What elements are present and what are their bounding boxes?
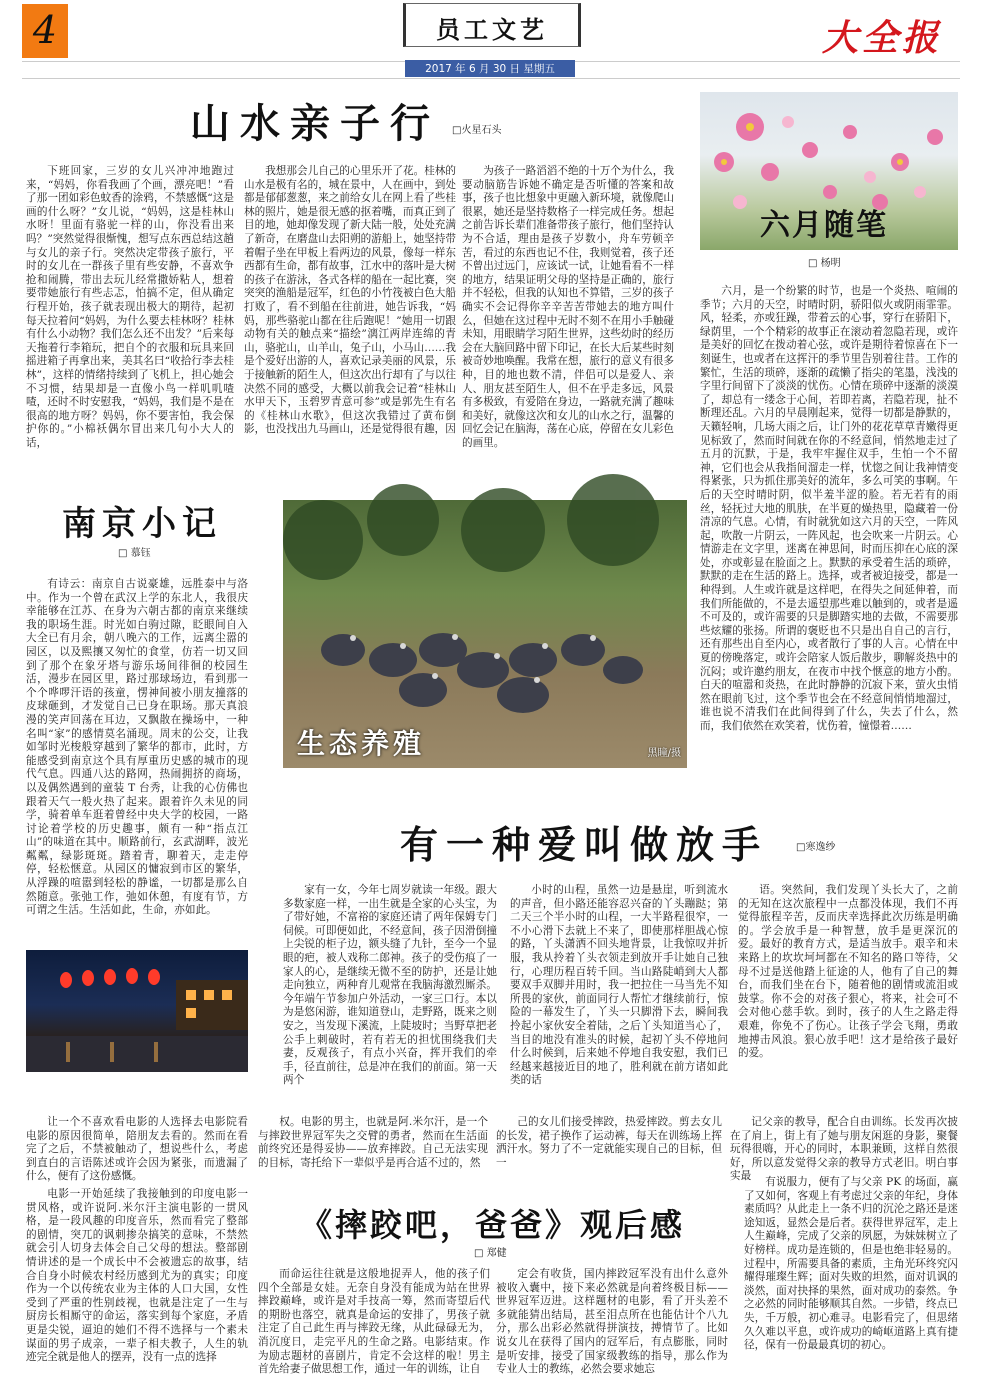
page-number: 4 — [32, 8, 58, 52]
liuyue-text: 六月，是一个纷繁的时节，也是一个炎热、喧闹的季节；六月的天空，时晴时阴，骄阳似火或阴雨霏霏。风，轻柔，亦或狂躁，带着云的心事，穿行在骄阳下，绿荫里，一个个精彩的故事正在滚动着忽隐若现，或许是美好的回忆在拨动着心弦，或许是期待着惊喜在下一刻诞生，也或者在这挥汗的季节里告别着往昔。工作的繁忙，生活的琐碎，逐渐的疏懒了指尖的笔墨，浅浅的字里行间留下了淡淡的忧伤。心情在琐碎中逐渐的淡漠了，却总有一缕念于心间，若即若离，若隐若现，扯不断理还乱。六月的早晨刚起来，觉得一切都是静默的，天籁轻响，几场大雨之后，让门外的花花草草青嫩得更见标致了，然而时间就在你的不经意间，悄然地走过了五月的沉默，于是，我牢牢握住双手，生怕一个不留神，它们也会从我指间溜走一样，忧惚之间让我神情变得紧张，只为抓住那美好的流年，多么可笑的事啊。午后的天空时晴时阴，似半羞半涩的脸。若无若有的雨丝，轻抚过大地的肌肤，在半夏的燥热里，隐藏着一份清凉的气息。心情，有时就犹如这六月的天空，一阵风起，吹散一片阴云，一阵风起，也会吹来一片阴云。心情游走在文字里，迷离在神思间，时而压抑在心底的深处，亦或彰显在脸面之上。默默的承受着生活的琐碎，默默的走在生活的路上。选择，或者被迫接受，都是一种得到。人生或许就是这样吧，在得失之间延伸着，而我们所能做的，不是去遥望那些难以触到的，或者是遥不可及的，或许需要的只是脚踏实地的去做，不需要那些炫耀的张扬。所谓的褒贬也不只是出自自己的言行，还有那些出自至内心，或者散行了事的人言。心情在中夏的傍晚落定，或许会陪家人饭后散步，聊解炎热中的沉闷；或许邀约朋友，在夜市中找个惬意的地方小酌。白天的喧嚣和炎热，在此时静静的沉寂下来，萤火虫悄然在眼前飞过，这个季节也会在不经意间悄悄地溜过，谁也说不清我们在此间得到了什么，失去了什么，然而，我们依然在欢笑着，忧伤着，憧憬着…… — [700, 285, 958, 732]
page-number-box — [22, 4, 68, 58]
article-author-nanjing: □ 慕钰 — [118, 548, 151, 559]
article-title-shanshui: 山水亲子行 — [190, 100, 440, 147]
date-bar — [405, 60, 575, 77]
column-title-liuyue: 六月随笔 — [760, 208, 888, 243]
fangshou-col-1: 家有一女，今年七周岁就读一年级。跟大多数家庭一样，一出生就是全家的心头宝，为了带好她，不富裕的家庭还请了两年保姆专门伺候。可即便如此，不经意间，孩子因滑倒撞上尖锐的柜子边，额头缝了九针，至今一个显眼的疤，被人戏称二郎神。孩子的受伤痕了一家人的心，是继续无微不至的防护，还是让她走向独立，两种育儿观常在我脑海激烈厮杀。今年端午节参加户外活动，一家三口行。本以为是悠闲游，谁知道登山，走野路，既来之则安之，当发现下溪流，上陡坡时；当野草把老公手上刺破时，若有若无的担忧围绕我们夫妻，反观孩子，有点小兴奋，挥开我们的牵手，径直前往，总是冲在我们的前面。第一天两个 — [283, 884, 497, 1087]
nanjing-text: 有诗云：南京自古说豪雄，远胜泰中与洛中。作为一个曾在武汉上学的东北人，我很庆幸能够在江苏、在身为六朝古都的南京来继续我的职场生涯。时光如白驹过隙，眨眼间自入大全已有月余，朝八晚六的工作，远离尘嚣的园区，以及熙攘又匆忙的食堂，仿若一切又回到了那个在象牙塔与游乐场间徘徊的校园生活，漫步在园区里，路过那球场边，看到那一个个哗啰汗语的孩童，愣神间被小朋友撞落的皮球砸到，才发觉自己已身在职场。那天真浪漫的笑声回荡在耳边，又飘散在操场中，一种名叫“家”的感情莫名涌现。周末的公交，让我如邹时光梭般穿越到了繁华的都市，此时，方能感受到南京这个具有厚重历史感的城市的现代气息。四通八达的路网，热闹拥挤的商场，以及偶然遇到的童装 T 台秀，让我的心仿佛也跟着天气一般火热了起来。跟着许久未见的同学，骑着单车逛着曾经中央大学的校园，一路讨论着学校的历史趣事，颇有一种“指点江山”的味道在其中。顺路前行，玄武湖畔，波光粼粼，绿影斑斑。踏着青，聊着天，走走停停，轻松惬意。从园区的慵寂到市区的繁华，从浮躁的喧嚣到轻松的静谧，一切都是那么自然随意。张弛工作，弛如休憩，有度有节，方可谓之生活。生活如此，生命，亦如此。 — [26, 578, 248, 917]
article-title-fangshou: 有一种爱叫做放手 — [400, 822, 769, 867]
shuaijiao-right-col: 有说服力，便有了与父亲 PK 的场面，赢了又如何，客观上有考虑过父亲的年纪，身体素质吗？从此走上一条不归的沉沦之路还是迷途知返，显然会是后者。获得世界冠军，走上人生巅峰，完成了父亲的夙愿，为妹妹树立了好榜样。成功是连锁的，但是也绝非轻易的。过程中，所需要具备的素质，主角光环终究闪耀得璀璨生辉；面对失败的坦然，面对讥讽的淡然，面对抉择的果然，面对成功的泰然。争之必然的同时能够顺其自然。一步错，终点已失，千万般，初心难寻。电影看完了，但思绪久久难以平息，或许成功的崎岖道路上真有捷径，保有一份最最真切的初心。 — [744, 1176, 958, 1352]
fangshou-col-2: 小时的山程，虽然一边是悬崖，听到流水的声音，但小路还能容忍兴奋的丫头蹦跶；第二天三个半小时的山程，一大半路程很窄，一不小心滑下去就上不来了，即使那样胆战心惊的路，丫头潇洒不回头地背景，让我惊叹并折服，我从拎着丫头衣领走到放开手让她自己独行，心理历程百转千回。当山路陡峭到大人都要双手双脚并用时，我一把拉住一马当先不知所畏的家伙，前面同行人帮忙才继续前行，惊险的一幕发生了，丫头一只脚滑下去，瞬间我拎起小家伙安全着陆，之后丫头知道当心了，当目的地没有准头的时候，起初丫头不停地问什么时候到，后来她不停地自我安慰，我们已经越来越接近目的地了，胜利就在前方诸如此类的话 — [510, 884, 728, 1087]
shanshui-col-1: 下班回家，三岁的女儿兴冲冲地跑过来，“妈妈，你看我画了个画，漂亮吧！”看了那一团如彩色蚊香的涂鸦，不禁感慨“这是画的什么呀？”女儿说，“妈妈，这是桂林山水呀！里面有骆驼一样的山，你没看出来吗？”突然觉得很惭愧，想写点东西总结这趟与女儿的亲子行。突然决定带孩子旅行，平时的女儿在一群孩子里有些安静，不喜欢争抢和闹腾，带出去玩儿经常撒娇粘人，想着要带她旅行有些忐忑，怕搞不定，但从确定行程开始，孩子就表现出极大的期待，起初每天拉着问“妈妈，为什么要去桂林呀？桂林有什么小动物？我们怎么还不出发？”后来每天拖着行李箱玩，把自个的衣服和玩具来回摇进箱子再拿出来，美其名曰“收拾行李去桂林”，这样的情绪持续到了飞机上，担心她会不习惯，结果却是一直像小鸟一样叽叽喳喳，还时不时安慰我，“妈妈，我们是不是在很高的地方呀？妈妈，你不要害怕，我会保护你的。”小棉袄偶尔冒出来几句小大人的话， — [26, 165, 234, 449]
section-title: 员工文艺 — [436, 15, 548, 44]
article-author-fangshou: □寒逸纱 — [796, 842, 836, 853]
fangshou-col-3: 语。突然间，我们发现丫头长大了，之前的无知在这次旅程中一点都没体现，我们不再觉得旅程辛苦，反而庆幸选择此次历练是明确的。学会放手是一种智慧，放手是更深沉的爱。最好的教育方式，是适当放手。艰辛和未来路上的坎坎坷坷都在不知名的路口等待，父母不过是送他踏上征途的人，他有了自己的舞台，而我们坐在台下，随着他的剧情或流泪或鼓掌。你不会的对孩子狠心，将来，社会可不会对他心慈手软。到时，孩子的人生之路走得艰难，你免不了伤心。让孩子学会飞翔，勇敢地搏击风浪。狠心放手吧！这才是给孩子最好的爱。 — [738, 884, 958, 1060]
shuaijiao-top-col-3: 己的女儿们接受摔跤，热爱摔跤。剪去女儿的长发，裙子换作了运动裤，每天在训练场上挥洒汗水。努力了不一定就能实现自己的目标，但一 — [496, 1116, 722, 1169]
shuaijiao-top-col-1: 让一个不喜欢看电影的人选择去电影院看电影的原因很简单，陪朋友去看的。然而在看完了之后，不禁被触动了，想说些什么，考虑到直白的言语陈述或许会因为紧张，而遗漏了什么，便有了这份感慨。 — [26, 1116, 248, 1183]
shuaijiao-top-col-4: 记父亲的教导，配合自由训练。长发再次披在了肩上，街上有了她与朋友闲逛的身影，聚餐玩得很嗨，开心的同时，本职兼顾，这样自然很好，所以意发觉得父亲的教导方式老旧。明白事实最 — [730, 1116, 958, 1183]
article-title-nanjing: 南京小记 — [62, 504, 222, 544]
guinea-fowl-photo — [283, 500, 687, 768]
night-illustration — [26, 950, 248, 1072]
photo-credit-guinea: 黑瞳/摄 — [647, 748, 681, 759]
article-author-liuyue: □ 杨明 — [808, 258, 841, 269]
masthead-rule-bottom — [22, 78, 960, 79]
shuaijiao-top-col-2: 权。电影的男主，也就是阿.米尔汗，是一个与摔跤世界冠军失之交臂的勇者，然而在生活面前终究还是得妥协——放弃摔跤。自己无法实现的目标，寄托给下一辈似乎是再合适不过的，然 — [258, 1116, 488, 1169]
article-title-shuaijiao: 《摔跤吧，爸爸》观后感 — [300, 1206, 686, 1244]
flowers-photo — [700, 92, 958, 250]
shuaijiao-left-col: 电影一开始延续了我接触到的印度电影一贯风格，或许说阿.米尔汗主演电影的一贯风格，是一段风趣的印度音乐，然而看完了整部的剧情，突兀的讽刺掺杂搞笑的意味，不禁然就会引人切身去体会自己父母的想法。整部剧情讲述的是一个成长中不会被遗忘的故事，结合自身小时候农村经历感到尤为的真实；印度作为一个以传统农业为主体的人口大国，女性受到了严重的性别歧视，也就是注定了一生与厨房长相厮守的命运，落实到每个家庭，矛盾更是尖锐，逼迫的她们不得不选择与一个素未谋面的男子成亲，一辈子相夫教子，人生的轨迹完全就是他人的摆弄，没有一点的选择 — [26, 1188, 248, 1364]
night-lanterns-photo — [26, 950, 248, 1072]
shuaijiao-bottom-col-2: 定会有收货，国内摔跤冠军没有出什么意外被收入囊中，接下来必然就是向着终极目标——世界冠军迈进。这样题材的电影，看了开头差不多就能猜出结局，甚至泪点所在也能估计个八九分，那么出彩必然就得拼演技，搏情节了。比如说女儿在获得了国内的冠军后，有点膨胀，同时是听安排，接受了国家级教练的指导，那么作为专业人士的教练，必然会要求她忘 — [496, 1268, 728, 1376]
shanshui-col-2: 我想那会儿自己的心里乐开了花。桂林的山水是极有名的，城在景中，人在画中，到处都是郁郁葱葱，来之前给女儿在网上看了些桂林的照片，她是很无感的抠着嘴，而真正到了目的地，她却像发现了新大陆一般，处处充满了新奇，在磨盘山去阳朔的游船上，她坚持带着帽子坐在甲板上看两边的风景，像每一样东西都有生命，都有故事，江水中的落叶是大树的孩子在游泳，各式各样的船在一起比赛，突突突的渔船是冠军，红色的小竹筏被白色大船打败了，看不到船在往前进，她告诉我，“妈妈，那些骆驼山都在往后跑呢！”她用一切跟动物有关的触点来“描绘”漓江两岸连绵的青山，骆驼山，山羊山，兔子山，小马山……我是个爱好出游的人，喜欢记录美丽的风景，乐于接触新的陌生人，但这次出行却有了与以往决然不同的感受，大概以前我会记着“桂林山水甲天下，玉碧罗青意可参”或是郭先生有名的《桂林山水歌》，但这次我错过了黄布倒影，也没找出九马画山，还是觉得很有趣，因 — [244, 165, 456, 436]
photo-caption-guinea: 生态养殖 — [297, 727, 426, 760]
paper-logo: 大全报 — [822, 17, 943, 59]
shuaijiao-bottom-col-1: 而命运往往就是这般地捉弄人，他的孩子们四个全部是女娃。无奈自身没有能成为站在世界摔跤巅峰，或许是对手技高一筹，然而寄望后代的期盼也落空，就真是命运的安排了，男孩子就注定了自己此生再与摔跤无缘，从此碌碌无为，消沉度日，走完平凡的生命之路。电影结束。作为励志题材的喜剧片，肯定不会这样的啦！男主首先给妻子做思想工作，通过一年的训练，让自 — [258, 1268, 490, 1376]
article-author-shanshui: □火星石头 — [452, 125, 502, 136]
section-header-box — [403, 3, 581, 47]
shanshui-col-3: 为孩子一路滔滔不绝的十万个为什么，我要动脑筋告诉她不确定是否听懂的答案和故事，孩子也比想象中更融入新环境，就像爬山很累，她还是坚持数格子一样完成任务。想起之前告诉长辈们准备带孩子旅行，他们坚持认为不合适，理由是孩子岁数小，舟车劳顿辛苦，看过的东西也记不住，我则觉着，孩子还不曾出过远门，应该试一试，让她看看不一样的地方，结果证明父母的坚持是正确的，旅行并不轻松，但我的认知也不算错，三岁的孩子确实不会记得你辛辛苦苦带她去的地方叫什么，但她在这过程中无时不刻不在用小手触碰未知，用眼睛学习陌生世界，这些幼时的经历会在大脑回路中留下印记，在长大后某些时刻被奇妙地唤醒。我常在想，旅行的意义有很多种，目的地也数不清，伴侣可以是爱人、亲人、朋友甚至陌生人，但不在乎走多远，风景有多极致，有爱陪在身边，一路就充满了趣味和美好，就像这次和女儿的山水之行，温馨的回忆会记在脑海，荡在心底，停留在女儿彩色的画里。 — [462, 165, 674, 449]
article-author-shuaijiao: □ 郑健 — [474, 1248, 507, 1259]
issue-date: 2017 年 6 月 30 日 星期五 — [425, 63, 555, 75]
